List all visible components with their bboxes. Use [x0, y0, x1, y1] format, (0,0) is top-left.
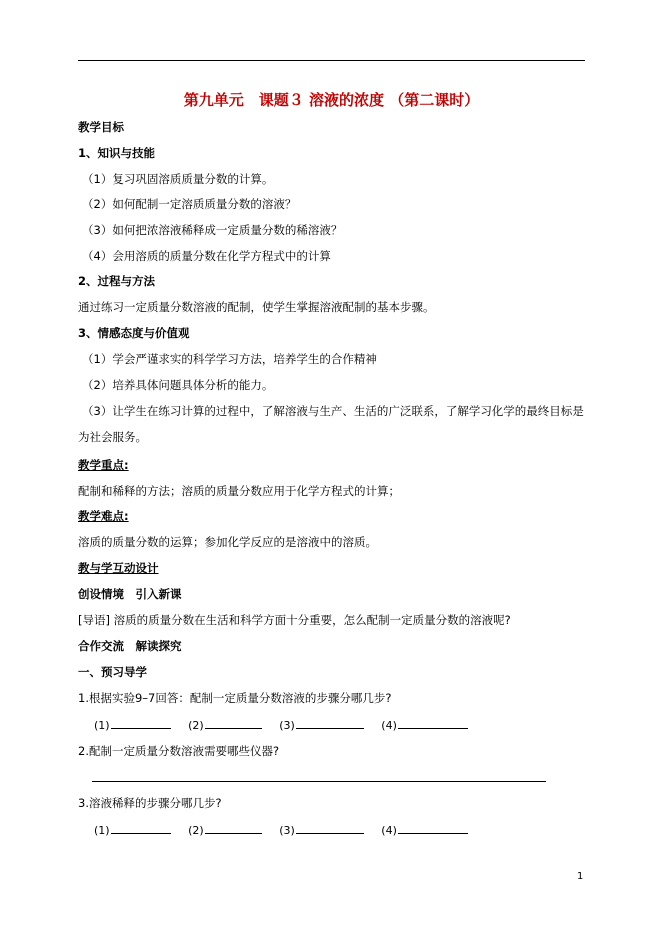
q3-blanks [94, 821, 482, 837]
q1-blanks [94, 716, 482, 732]
difficulties-heading: 教学难点: [78, 509, 129, 523]
difficulties-text: 溶质的质量分数的运算；参加化学反应的是溶液中的溶质。 [78, 535, 377, 549]
page-number: 1 [577, 871, 584, 882]
preview-heading: 一、预习导学 [78, 665, 147, 679]
page-title: 第九单元 课题３ 溶液的浓度 （第二课时） [183, 91, 480, 109]
q3-blank-1[interactable]: (1) [94, 821, 171, 837]
design-heading: 教与学互动设计 [78, 561, 159, 575]
header-rule [78, 60, 585, 61]
s1-item-2: （2）如何配制一定溶质质量分数的溶液？ [82, 197, 297, 211]
s1-item-4: （4）会用溶质的质量分数在化学方程式中的计算 [82, 249, 331, 263]
s1-item-3: （3）如何把浓溶液稀释成一定质量分数的稀溶液？ [82, 223, 343, 237]
question-1: 1.根据实验9–7回答：配制一定质量分数溶液的步骤分哪几步? [78, 691, 392, 705]
key-points-text: 配制和稀释的方法；溶质的质量分数应用于化学方程式的计算； [78, 484, 400, 498]
key-points-heading: 教学重点: [78, 458, 129, 472]
s3-item-3: （3）让学生在练习计算的过程中，了解溶液与生产、生活的广泛联系，了解学习化学的最终目标是 [82, 404, 584, 418]
q1-blank-3[interactable]: (3) [279, 716, 364, 732]
question-3: 3.溶液稀释的步骤分哪几步? [78, 796, 222, 810]
situation-heading: 创设情境 引入新课 [78, 587, 182, 601]
explore-heading: 合作交流 解读探究 [78, 639, 182, 653]
q1-blank-1[interactable]: (1) [94, 716, 171, 732]
s1-item-1: （1）复习巩固溶质质量分数的计算。 [82, 172, 274, 186]
section-1-heading: 1、知识与技能 [78, 146, 156, 160]
s2-text: 通过练习一定质量分数溶液的配制，使学生掌握溶液配制的基本步骤。 [78, 300, 435, 314]
question-2: 2.配制一定质量分数溶液需要哪些仪器? [78, 744, 280, 758]
q2-answer-line[interactable] [92, 781, 546, 782]
q1-blank-4[interactable]: (4) [381, 716, 468, 732]
section-3-heading: 3、情感态度与价值观 [78, 326, 190, 340]
q3-blank-3[interactable]: (3) [279, 821, 364, 837]
q1-blank-2[interactable]: (2) [188, 716, 262, 732]
goals-heading: 教学目标 [78, 120, 124, 134]
s3-item-1: （1）学会严谨求实的科学学习方法，培养学生的合作精神 [82, 352, 377, 366]
guide-text: [导语] 溶质的质量分数在生活和科学方面十分重要，怎么配制一定质量分数的溶液呢? [78, 613, 511, 627]
s3-item-2: （2）培养具体问题具体分析的能力。 [82, 378, 274, 392]
q3-blank-2[interactable]: (2) [188, 821, 262, 837]
section-2-heading: 2、过程与方法 [78, 274, 156, 288]
s3-item-3-cont: 为社会服务。 [78, 430, 147, 444]
q3-blank-4[interactable]: (4) [381, 821, 468, 837]
